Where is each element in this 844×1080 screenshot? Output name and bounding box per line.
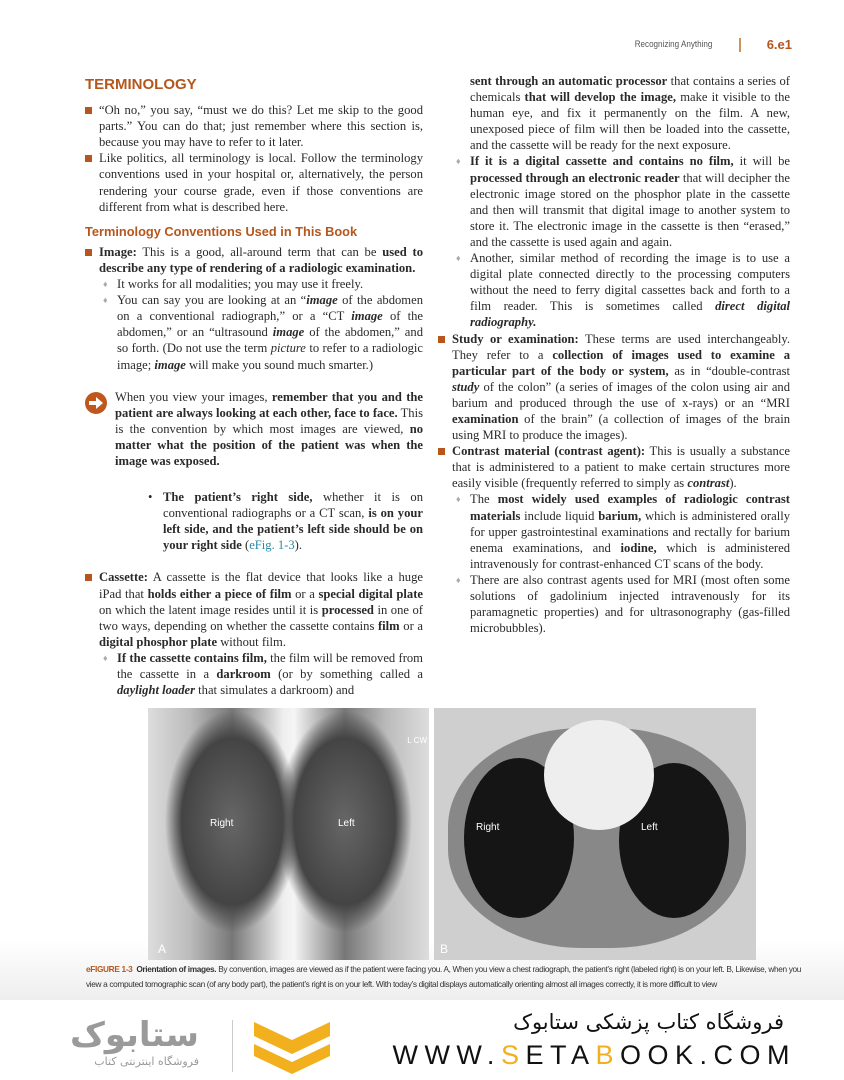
text-run: This is usually a substance that is administered to a patient to make certain structures more easily visible (frequently referred to simply as: [452, 444, 790, 491]
figure-caption: [86, 962, 802, 992]
label-right: Right: [210, 818, 234, 829]
text-run: examination: [452, 411, 519, 426]
figure-1-3: [148, 708, 756, 960]
text-run: remember that you and the patient are always looking at each other, face to face.: [115, 389, 424, 420]
text-run: You can say you are looking at an “: [117, 293, 307, 308]
text-run: image: [351, 309, 383, 324]
text-run: image: [272, 325, 305, 340]
text-run: that will decipher the electronic image stored on the phosphor plate in the cassette and then will transmit that digital image to another system to store it. The electronic image in the cassette is then “erased,” and the cassette is used again and again.: [470, 170, 790, 249]
text-run: The patient’s right side,: [163, 490, 313, 505]
page-number: 6.e1: [766, 37, 792, 52]
text-run: iodine,: [620, 540, 657, 555]
text-run: picture: [270, 341, 306, 356]
text-run: Study or examination:: [452, 331, 579, 346]
section-title: Recognizing Anything: [635, 39, 713, 50]
figure-link[interactable]: eFig. 1-3: [249, 538, 295, 553]
sub-bullet: [85, 276, 423, 292]
text-run: Contrast material (contrast agent):: [452, 444, 646, 459]
text-run: Like politics, all terminology is local. Follow the terminology conventions used in your hospital or, alternatively, the person rendering your course grade, even if those conventions are different from what is described here.: [99, 151, 423, 214]
text-run: If it is a digital cassette and contains no film,: [470, 154, 734, 169]
text-run: “Oh no,” you say, “must we do this? Let me skip to the good parts.” You can do that; just remember where this section is, because you may have to refer to it later.: [99, 103, 423, 150]
sub-bullet: [438, 572, 790, 636]
text-run: direct digital radiography.: [470, 299, 790, 330]
text-run: Another, similar method of recording the image is to use a digital plate connected directly to the processing computers without the need to ferry digital cassettes back and forth to a film reader. This is sometimes called: [470, 251, 790, 314]
text-run: film: [377, 618, 400, 633]
text-run: daylight loader: [117, 683, 196, 698]
section-heading: TERMINOLOGY: [85, 76, 197, 93]
text-run: to refer to a radiologic image;: [117, 341, 423, 372]
term-study: [438, 331, 790, 444]
text-run: that contains a series of chemicals: [470, 74, 790, 105]
text-run: that simulates a darkroom) and: [195, 683, 355, 698]
text-run: barium,: [598, 508, 642, 523]
text-run: of the brain” (a collection of images of the brain using MRI to produce the images).: [452, 411, 790, 443]
sub-bullet: [85, 292, 423, 372]
ct-scan-image: [434, 708, 756, 960]
panel-a-label: A: [158, 942, 167, 956]
running-header: [621, 37, 792, 52]
note-bullet: [115, 489, 423, 553]
text-run: image: [154, 357, 186, 372]
text-run: no matter what the position of the patient was when the image was exposed.: [115, 421, 423, 468]
text-run: used to describe any type of rendering of a radiologic examination.: [99, 244, 423, 275]
text-run: whether it is on conventional radiographs or a CT scan,: [163, 490, 423, 521]
setabook-logo: ستابوک فروشگاه اینترنتی کتاب: [70, 1015, 199, 1068]
text-run: holds either a piece of film: [147, 586, 292, 601]
text-run: special digital plate: [318, 586, 423, 601]
text-run: A cassette is the flat device that looks like a huge iPad that: [99, 570, 423, 601]
text-run: ).: [294, 538, 303, 553]
caption-text: By convention, images are viewed as if the patient were facing you. A, When you view a chest radiograph, the patient’s right (labeled right) is on your left. B, Likewise, when you view a computed tomographic scan (of any body part), the patient’s right is on your left. With today’s digital displays automatically orienting almost all images correctly, it is more difficult to view: [86, 964, 802, 989]
right-column: [438, 73, 790, 636]
text-run: which is administered orally for upper gastrointestinal examinations and rectally for barium enema examinations, and: [470, 508, 790, 555]
term-image: [85, 244, 423, 276]
text-run: without film.: [217, 634, 286, 649]
text-run: (: [241, 538, 250, 553]
chest-radiograph-image: [148, 708, 429, 960]
text-run: When you view your images,: [115, 389, 272, 404]
panel-b-label: B: [440, 942, 449, 956]
note-text: [115, 389, 423, 469]
store-name: فروشگاه کتاب پزشکی ستابوک: [513, 1010, 784, 1034]
text-run: of the colon” (a series of images of the colon using air and barium and produced through the use of x-rays) or an “MRI: [452, 379, 790, 410]
text-run: If the cassette contains film,: [117, 650, 267, 665]
text-run: This is the convention by which most images are viewed,: [115, 405, 424, 436]
label-left: Left: [641, 822, 658, 833]
text-run: that will develop the image,: [524, 90, 676, 105]
text-run: It works for all modalities; you may use it freely.: [117, 277, 364, 292]
text-run: in one of two ways, depending on whether the cassette contains: [99, 602, 424, 633]
text-run: This is a good, all-around term that can be: [136, 244, 383, 259]
continued-text: [438, 73, 790, 153]
store-url[interactable]: WWW.SETABOOK.COM: [392, 1040, 796, 1070]
chevron-logo-icon: [254, 1022, 330, 1074]
text-run: or a: [291, 586, 319, 601]
term-cassette: [85, 569, 423, 649]
text-run: darkroom: [216, 667, 271, 681]
text-run: Image:: [99, 244, 137, 259]
text-run: make it visible to the human eye, and fix it permanently on the film. A new, unexposed piece of film will then be loaded into the cassette, and the cassette will be ready for the next exposure.: [470, 90, 791, 153]
logo-divider: [232, 1020, 233, 1072]
text-run: which is administered intravenously for contrast-enhanced CT scans of the body.: [470, 540, 791, 571]
sub-bullet: [438, 250, 790, 330]
text-run: processed through an electronic reader: [470, 170, 680, 185]
text-run: (or by something called a: [270, 667, 423, 681]
sub-bullet: [438, 153, 790, 250]
text-run: it will be: [733, 154, 790, 169]
sub-bullet: [438, 491, 790, 571]
text-run: study: [452, 379, 480, 394]
text-run: of the abdomen on a conventional radiograph,” or a “CT: [117, 293, 423, 324]
arrow-right-icon: [85, 392, 107, 414]
text-run: Cassette:: [99, 570, 148, 585]
sub-bullet: [85, 650, 423, 698]
term-contrast: [438, 443, 790, 491]
header-divider: [739, 38, 741, 52]
text-run: digital phosphor plate: [99, 634, 218, 649]
text-run: These terms are used interchangeably. They refer to a: [452, 331, 790, 362]
text-run: as in “double-contrast: [668, 363, 790, 378]
label-right: Right: [476, 822, 500, 833]
marker-label: L CW: [407, 736, 427, 745]
text-run: is on your left side, and the patient’s left side should be on your right side: [163, 506, 423, 553]
text-run: sent through an automatic processor: [470, 74, 668, 88]
text-run: There are also contrast agents used for MRI (most often some solutions of gadolinium injected intravenously for its paramagnetic properties) and for ultrasonography (gas-filled microbubbles).: [470, 572, 790, 636]
text-run: of the abdomen,” or an “ultrasound: [117, 309, 423, 340]
text-run: will make you sound much smarter.): [185, 357, 374, 372]
text-run: most widely used examples of radiologic contrast materials: [470, 492, 790, 523]
text-run: image: [306, 293, 338, 308]
text-run: of the abdomen,” and so forth. (Do not use the term: [117, 325, 423, 356]
text-run: the film will be removed from the cassette in a: [117, 650, 423, 681]
caption-title: Orientation of images.: [136, 964, 217, 974]
text-run: include liquid: [520, 508, 599, 523]
text-run: or a: [399, 618, 423, 633]
bullet-paragraph: [85, 102, 423, 150]
text-run: contrast: [687, 476, 730, 491]
text-run: ).: [729, 476, 737, 491]
text-run: collection of images used to examine a particular part of the body or system,: [452, 347, 790, 378]
left-column: [85, 74, 423, 698]
caption-label: eFIGURE 1-3: [86, 964, 133, 974]
bullet-paragraph: [85, 150, 423, 214]
text-run: on which the latent image resides until it is: [99, 602, 322, 617]
key-point-note: [85, 389, 423, 554]
text-run: processed: [321, 602, 374, 617]
subsection-heading: Terminology Conventions Used in This Book: [85, 223, 358, 239]
label-left: Left: [338, 818, 355, 829]
text-run: The: [470, 492, 498, 507]
